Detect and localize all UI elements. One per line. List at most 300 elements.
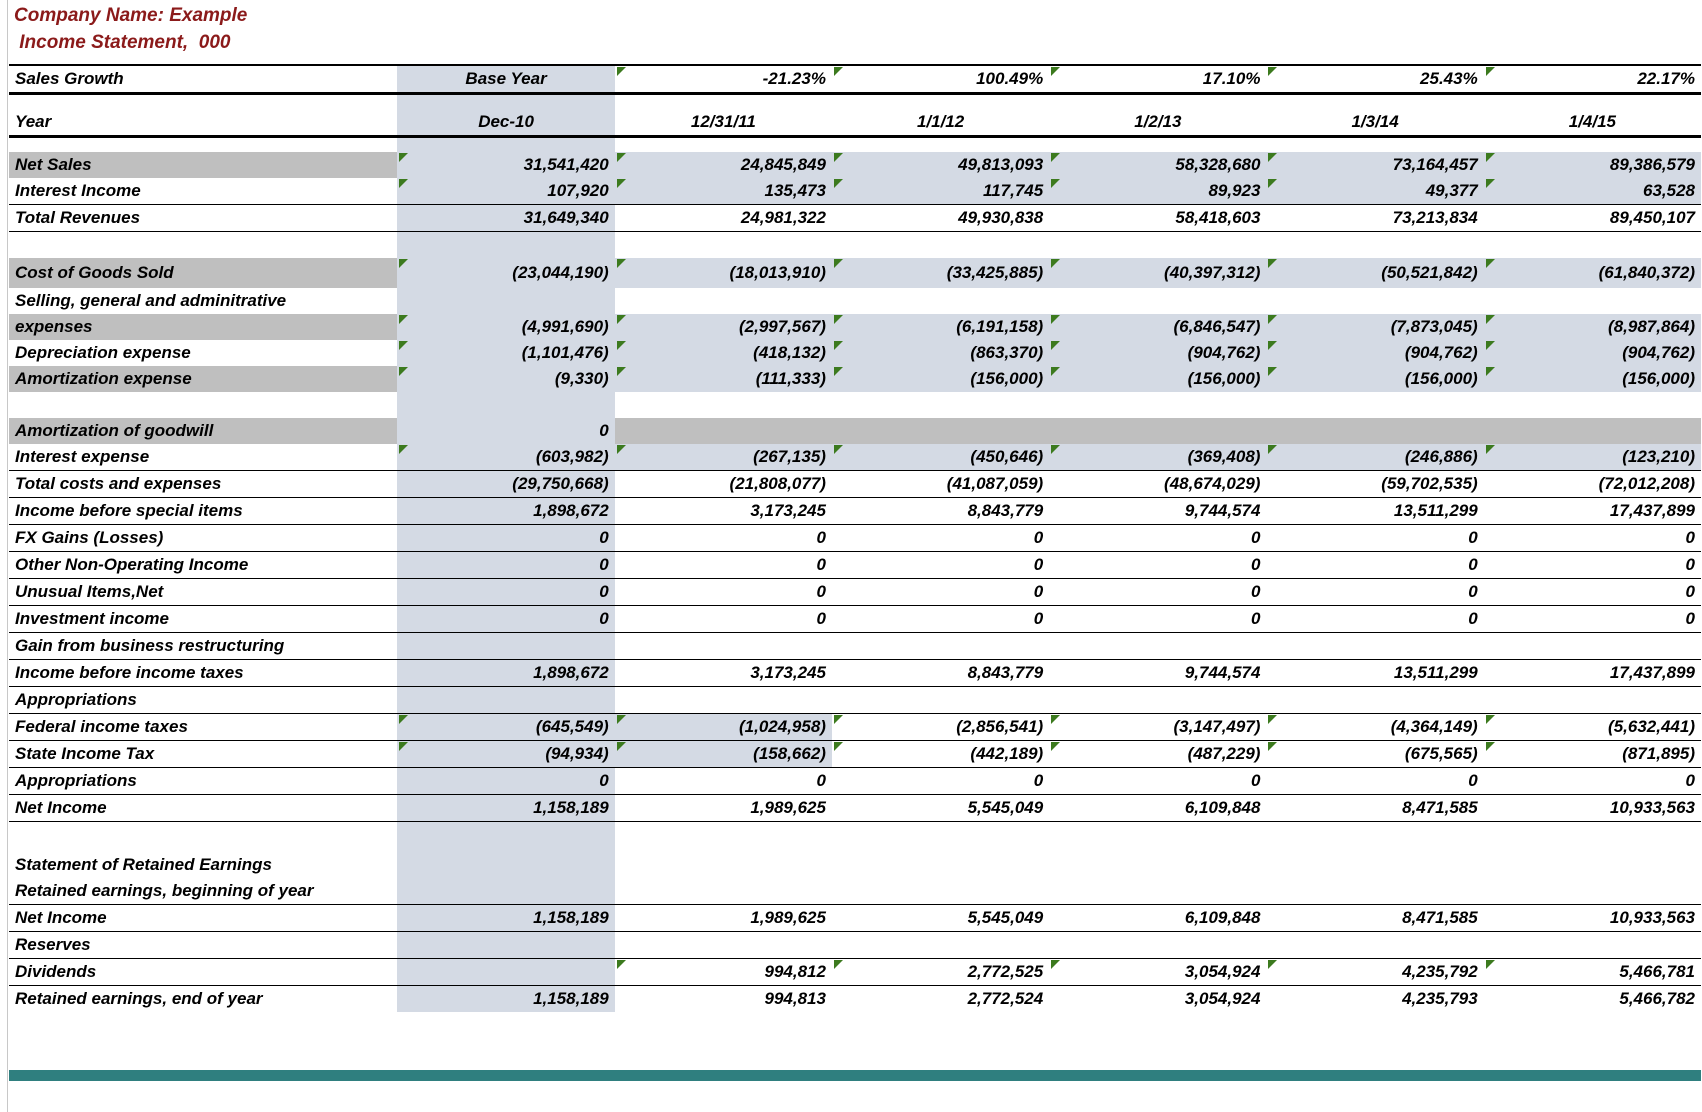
sales-growth-value[interactable]: -21.23% xyxy=(615,65,832,94)
appropriations-row-1[interactable] xyxy=(9,687,1701,714)
spacer-cell xyxy=(832,25,1049,50)
sga-value[interactable]: (6,191,158) xyxy=(832,314,1049,340)
year-label: Year xyxy=(9,109,397,137)
gain-restructuring-value[interactable] xyxy=(832,633,1049,660)
cogs-value[interactable]: (18,013,910) xyxy=(615,258,832,288)
dividends-value[interactable]: 994,812 xyxy=(615,959,832,986)
dividends-row[interactable] xyxy=(9,959,1701,986)
spacer-cell xyxy=(1484,25,1701,50)
other-nonoperating-value[interactable]: 0 xyxy=(1049,552,1266,579)
net-sales-value[interactable]: 73,164,457 xyxy=(1266,152,1483,178)
appropriations-value[interactable] xyxy=(397,687,614,714)
cogs-row[interactable] xyxy=(9,258,1701,288)
sga-label-row[interactable] xyxy=(9,288,1701,314)
net-income-value[interactable]: 8,471,585 xyxy=(1266,795,1483,822)
other-nonoperating-row[interactable] xyxy=(9,552,1701,579)
retained-earnings-header-row[interactable] xyxy=(9,852,1701,878)
income-before-special-row[interactable] xyxy=(9,498,1701,525)
interest-expense-value[interactable]: (603,982) xyxy=(397,444,614,471)
sga-empty-cell[interactable] xyxy=(832,288,1049,314)
retained-earnings-beginning-value[interactable] xyxy=(1484,878,1701,905)
depreciation-value[interactable]: (1,101,476) xyxy=(397,340,614,366)
amortization-row[interactable] xyxy=(9,366,1701,392)
pre-sre-gap-row xyxy=(9,822,1701,853)
depreciation-value[interactable]: (904,762) xyxy=(1484,340,1701,366)
spacer-cell xyxy=(397,392,614,418)
net-sales-value[interactable]: 58,328,680 xyxy=(1049,152,1266,178)
total-revenues-label: Total Revenues xyxy=(9,205,397,232)
total-costs-value[interactable]: (59,702,535) xyxy=(1266,471,1483,498)
fx-gains-value[interactable]: 0 xyxy=(832,525,1049,552)
interest-income-value[interactable]: 89,923 xyxy=(1049,178,1266,205)
cogs-value[interactable]: (61,840,372) xyxy=(1484,258,1701,288)
sga-empty-cell[interactable] xyxy=(615,288,832,314)
income-statement-table xyxy=(9,0,1701,1012)
gain-restructuring-value[interactable] xyxy=(615,633,832,660)
depreciation-label: Depreciation expense xyxy=(15,343,191,362)
state-taxes-value[interactable]: (94,934) xyxy=(397,741,614,768)
pre-revenue-gap-row xyxy=(9,137,1701,153)
gain-restructuring-label: Gain from business restructuring xyxy=(9,633,397,660)
interest-expense-value[interactable]: (267,135) xyxy=(615,444,832,471)
sga-expenses-row[interactable] xyxy=(9,314,1701,340)
footer-accent-bar xyxy=(9,1070,1701,1081)
income-before-taxes-row[interactable] xyxy=(9,660,1701,687)
reserves-value[interactable] xyxy=(615,932,832,959)
sga-empty-cell[interactable] xyxy=(1484,288,1701,314)
appropriations-value[interactable] xyxy=(832,687,1049,714)
net-sales-value[interactable]: 89,386,579 xyxy=(1484,152,1701,178)
unusual-items-label: Unusual Items,Net xyxy=(9,579,397,606)
income-before-special-value[interactable]: 17,437,899 xyxy=(1484,498,1701,525)
fx-gains-value[interactable]: 0 xyxy=(1049,525,1266,552)
spacer-cell xyxy=(615,137,832,153)
amortization-value[interactable]: (156,000) xyxy=(1484,366,1701,392)
spacer-cell xyxy=(1484,392,1701,418)
retained-earnings-beginning-value[interactable] xyxy=(832,878,1049,905)
interest-expense-value[interactable]: (450,646) xyxy=(832,444,1049,471)
retained-earnings-section-title: Statement of Retained Earnings xyxy=(15,855,272,874)
net-income-value[interactable]: 5,545,049 xyxy=(832,795,1049,822)
depreciation-value[interactable]: (418,132) xyxy=(615,340,832,366)
spacer-cell xyxy=(832,232,1049,259)
income-before-special-value[interactable]: 1,898,672 xyxy=(397,498,614,525)
sre-header-cell[interactable] xyxy=(1484,852,1701,878)
amortization-value[interactable]: (156,000) xyxy=(832,366,1049,392)
cogs-value[interactable]: (40,397,312) xyxy=(1049,258,1266,288)
other-nonoperating-value[interactable]: 0 xyxy=(615,552,832,579)
investment-income-label: Investment income xyxy=(9,606,397,633)
spacer-cell xyxy=(615,822,832,853)
federal-taxes-row[interactable] xyxy=(9,714,1701,741)
dividends-value[interactable]: 3,054,924 xyxy=(1049,959,1266,986)
sales-growth-value[interactable]: 17.10% xyxy=(1049,65,1266,94)
net-sales-row[interactable] xyxy=(9,152,1701,178)
interest-expense-value[interactable]: (123,210) xyxy=(1484,444,1701,471)
sga-value[interactable]: (6,846,547) xyxy=(1049,314,1266,340)
fx-gains-row[interactable] xyxy=(9,525,1701,552)
spacer-cell xyxy=(1266,392,1483,418)
sales-growth-label: Sales Growth xyxy=(9,65,397,94)
spacer-cell xyxy=(9,232,397,259)
amortization-value[interactable]: (156,000) xyxy=(1049,366,1266,392)
retained-earnings-beginning-label: Retained earnings, beginning of year xyxy=(9,878,397,905)
reserves-value[interactable] xyxy=(832,932,1049,959)
amortization-value[interactable]: (111,333) xyxy=(615,366,832,392)
reserves-value[interactable] xyxy=(1049,932,1266,959)
spacer-cell xyxy=(1484,137,1701,153)
investment-income-row[interactable] xyxy=(9,606,1701,633)
sga-label-line2: expenses xyxy=(9,314,397,340)
fx-gains-value[interactable]: 0 xyxy=(1484,525,1701,552)
federal-taxes-value[interactable]: (2,856,541) xyxy=(832,714,1049,741)
spacer-cell xyxy=(615,25,832,50)
other-nonoperating-value[interactable]: 0 xyxy=(1266,552,1483,579)
income-before-taxes-value[interactable]: 9,744,574 xyxy=(1049,660,1266,687)
spacer-cell xyxy=(1266,137,1483,153)
total-costs-value[interactable]: (21,808,077) xyxy=(615,471,832,498)
spacer-cell xyxy=(615,94,832,110)
amortization-goodwill-value[interactable] xyxy=(1484,418,1701,444)
amortization-goodwill-value[interactable] xyxy=(615,418,832,444)
spacer-cell xyxy=(397,50,614,65)
total-costs-value[interactable]: (48,674,029) xyxy=(1049,471,1266,498)
amortization-goodwill-value[interactable] xyxy=(1266,418,1483,444)
appropriations-label: Appropriations xyxy=(9,768,397,795)
spacer-cell xyxy=(1484,50,1701,65)
spacer-cell xyxy=(832,0,1049,25)
interest-income-value[interactable]: 49,377 xyxy=(1266,178,1483,205)
income-before-special-value[interactable]: 13,511,299 xyxy=(1266,498,1483,525)
amortization-goodwill-value[interactable]: 0 xyxy=(397,418,614,444)
post-growth-gap-row xyxy=(9,94,1701,110)
sales-growth-value[interactable]: 22.17% xyxy=(1484,65,1701,94)
total-costs-value[interactable]: (72,012,208) xyxy=(1484,471,1701,498)
state-taxes-row[interactable] xyxy=(9,741,1701,768)
year-value[interactable]: 12/31/11 xyxy=(615,109,832,137)
other-nonoperating-value[interactable]: 0 xyxy=(832,552,1049,579)
fx-gains-value[interactable]: 0 xyxy=(397,525,614,552)
net-income-value[interactable]: 10,933,563 xyxy=(1484,905,1701,932)
net-income-row[interactable] xyxy=(9,795,1701,822)
interest-income-value[interactable]: 135,473 xyxy=(615,178,832,205)
sre-header-cell[interactable] xyxy=(397,852,614,878)
total-revenues-row[interactable] xyxy=(9,205,1701,232)
net-income-value[interactable]: 1,989,625 xyxy=(615,795,832,822)
income-before-special-value[interactable]: 3,173,245 xyxy=(615,498,832,525)
title-spacer-row-2 xyxy=(9,25,1701,50)
interest-income-value[interactable]: 63,528 xyxy=(1484,178,1701,205)
spacer-cell xyxy=(1049,137,1266,153)
title-line-1: Company Name: Example xyxy=(14,5,248,26)
sales-growth-value[interactable]: 100.49% xyxy=(832,65,1049,94)
year-value[interactable]: 1/1/12 xyxy=(832,109,1049,137)
sales-growth-row[interactable] xyxy=(9,65,1701,94)
fx-gains-value[interactable]: 0 xyxy=(615,525,832,552)
spacer-cell xyxy=(397,137,614,153)
income-before-special-label: Income before special items xyxy=(9,498,397,525)
spacer-cell xyxy=(1049,822,1266,853)
net-income-value[interactable]: 1,158,189 xyxy=(397,905,614,932)
spacer-cell xyxy=(615,232,832,259)
investment-income-value[interactable]: 0 xyxy=(397,606,614,633)
appropriations-value[interactable] xyxy=(1266,687,1483,714)
amortization-goodwill-row[interactable] xyxy=(9,418,1701,444)
sga-label-line1: Selling, general and adminitrative xyxy=(15,291,287,310)
income-before-special-value[interactable]: 9,744,574 xyxy=(1049,498,1266,525)
appropriations-value[interactable] xyxy=(1484,687,1701,714)
appropriations-value[interactable]: 0 xyxy=(1484,768,1701,795)
spacer-cell xyxy=(9,50,397,65)
unusual-items-value[interactable]: 0 xyxy=(832,579,1049,606)
net-income-row-2[interactable] xyxy=(9,905,1701,932)
retained-earnings-end-value[interactable]: 4,235,793 xyxy=(1402,989,1478,1008)
amortization-value[interactable]: (156,000) xyxy=(1266,366,1483,392)
interest-income-row[interactable] xyxy=(9,178,1701,205)
reserves-value[interactable] xyxy=(397,932,614,959)
net-sales-label: Net Sales xyxy=(9,152,397,178)
appropriations-value[interactable]: 0 xyxy=(832,768,1049,795)
spacer-cell xyxy=(1266,0,1483,25)
net-income-label: Net Income xyxy=(9,795,397,822)
net-sales-value[interactable]: 49,813,093 xyxy=(832,152,1049,178)
year-value[interactable]: 1/4/15 xyxy=(1484,109,1701,137)
amortization-goodwill-value[interactable] xyxy=(832,418,1049,444)
state-taxes-value[interactable]: (158,662) xyxy=(615,741,832,768)
spacer-cell xyxy=(1484,822,1701,853)
fx-gains-value[interactable]: 0 xyxy=(1266,525,1483,552)
sga-value[interactable]: (4,991,690) xyxy=(397,314,614,340)
interest-expense-row[interactable] xyxy=(9,444,1701,471)
federal-taxes-value[interactable]: (4,364,149) xyxy=(1266,714,1483,741)
net-income-value[interactable]: 8,471,585 xyxy=(1266,905,1483,932)
unusual-items-value[interactable]: 0 xyxy=(615,579,832,606)
income-before-special-value[interactable]: 8,843,779 xyxy=(832,498,1049,525)
spacer-cell xyxy=(397,25,614,50)
dividends-value[interactable]: 2,772,525 xyxy=(832,959,1049,986)
net-income-value[interactable]: 5,545,049 xyxy=(832,905,1049,932)
retained-earnings-beginning-value[interactable] xyxy=(397,878,614,905)
net-income-value[interactable]: 1,158,189 xyxy=(397,795,614,822)
reserves-value[interactable] xyxy=(1266,932,1483,959)
spacer-cell xyxy=(1049,232,1266,259)
spacer-cell xyxy=(832,94,1049,110)
spacer-cell xyxy=(1049,94,1266,110)
spacer-cell xyxy=(9,822,397,853)
state-taxes-value[interactable]: (487,229) xyxy=(1049,741,1266,768)
cogs-value[interactable]: (50,521,842) xyxy=(1266,258,1483,288)
income-before-taxes-value[interactable]: 13,511,299 xyxy=(1266,660,1483,687)
appropriations-value[interactable]: 0 xyxy=(1266,768,1483,795)
spacer-cell xyxy=(615,50,832,65)
investment-income-value[interactable]: 0 xyxy=(615,606,832,633)
net-sales-value[interactable]: 24,845,849 xyxy=(615,152,832,178)
retained-earnings-beginning-value[interactable] xyxy=(1049,878,1266,905)
sre-header-cell[interactable] xyxy=(1266,852,1483,878)
dividends-value[interactable] xyxy=(397,959,614,986)
spacer-cell xyxy=(1049,25,1266,50)
net-income-value[interactable]: 6,109,848 xyxy=(1049,795,1266,822)
state-taxes-label: State Income Tax xyxy=(9,741,397,768)
net-sales-value[interactable]: 31,541,420 xyxy=(397,152,614,178)
appropriations-value[interactable]: 0 xyxy=(1049,768,1266,795)
sre-header-cell[interactable] xyxy=(1049,852,1266,878)
spacer-cell xyxy=(832,137,1049,153)
investment-income-value[interactable]: 0 xyxy=(1049,606,1266,633)
reserves-value[interactable] xyxy=(1484,932,1701,959)
dividends-value[interactable]: 5,466,781 xyxy=(1484,959,1701,986)
spacer-cell xyxy=(397,232,614,259)
income-before-taxes-value[interactable]: 3,173,245 xyxy=(615,660,832,687)
retained-earnings-end-value[interactable]: 5,466,782 xyxy=(1619,989,1695,1008)
retained-earnings-beginning-row[interactable] xyxy=(9,878,1701,905)
year-value[interactable]: 1/3/14 xyxy=(1266,109,1483,137)
title-spacer-cell xyxy=(9,0,397,25)
sales-growth-value[interactable]: 25.43% xyxy=(1266,65,1483,94)
unusual-items-value[interactable]: 0 xyxy=(1049,579,1266,606)
gain-restructuring-value[interactable] xyxy=(397,633,614,660)
dividends-value[interactable]: 4,235,792 xyxy=(1266,959,1483,986)
federal-taxes-value[interactable]: (5,632,441) xyxy=(1484,714,1701,741)
interest-income-value[interactable]: 107,920 xyxy=(397,178,614,205)
unusual-items-value[interactable]: 0 xyxy=(397,579,614,606)
spacer-cell xyxy=(397,0,614,25)
sga-value[interactable]: (2,997,567) xyxy=(615,314,832,340)
income-before-taxes-value[interactable]: 17,437,899 xyxy=(1484,660,1701,687)
unusual-items-value[interactable]: 0 xyxy=(1266,579,1483,606)
sga-empty-cell[interactable] xyxy=(1049,288,1266,314)
spacer-cell xyxy=(1266,822,1483,853)
spacer-cell xyxy=(1266,232,1483,259)
interest-income-label: Interest Income xyxy=(9,178,397,205)
retained-earnings-beginning-value[interactable] xyxy=(1266,878,1483,905)
other-nonoperating-value[interactable]: 0 xyxy=(397,552,614,579)
spacer-cell xyxy=(9,392,397,418)
title-spacer-cell xyxy=(9,25,397,50)
appropriations-value[interactable] xyxy=(1049,687,1266,714)
investment-income-value[interactable]: 0 xyxy=(1266,606,1483,633)
sga-value[interactable]: (7,873,045) xyxy=(1266,314,1483,340)
spacer-cell xyxy=(1266,94,1483,110)
total-revenues-value[interactable]: 49,930,838 xyxy=(832,205,1049,232)
total-costs-value[interactable]: (41,087,059) xyxy=(832,471,1049,498)
retained-earnings-end-label: Retained earnings, end of year xyxy=(15,989,263,1008)
year-value[interactable]: Dec-10 xyxy=(397,109,614,137)
interest-expense-label: Interest expense xyxy=(9,444,397,471)
amortization-goodwill-value[interactable] xyxy=(1049,418,1266,444)
total-revenues-value[interactable]: 24,981,322 xyxy=(615,205,832,232)
investment-income-value[interactable]: 0 xyxy=(1484,606,1701,633)
spacer-cell xyxy=(1266,25,1483,50)
year-value[interactable]: 1/2/13 xyxy=(1049,109,1266,137)
spacer-cell xyxy=(615,0,832,25)
sre-header-cell[interactable] xyxy=(832,852,1049,878)
federal-taxes-value[interactable]: (1,024,958) xyxy=(615,714,832,741)
spacer-cell xyxy=(1049,50,1266,65)
total-revenues-value[interactable]: 89,450,107 xyxy=(1484,205,1701,232)
net-income-value[interactable]: 10,933,563 xyxy=(1484,795,1701,822)
state-taxes-value[interactable]: (442,189) xyxy=(832,741,1049,768)
total-revenues-value[interactable]: 58,418,603 xyxy=(1049,205,1266,232)
appropriations-value[interactable] xyxy=(615,687,832,714)
appropriations-value[interactable]: 0 xyxy=(397,768,614,795)
sga-empty-cell[interactable] xyxy=(397,288,614,314)
sre-header-cell[interactable] xyxy=(615,852,832,878)
amortization-value[interactable]: (9,330) xyxy=(397,366,614,392)
base-year-header[interactable]: Base Year xyxy=(397,65,614,94)
gain-restructuring-row[interactable] xyxy=(9,633,1701,660)
spacer-cell xyxy=(397,822,614,853)
interest-expense-value[interactable]: (246,886) xyxy=(1266,444,1483,471)
gain-restructuring-value[interactable] xyxy=(1266,633,1483,660)
unusual-items-row[interactable] xyxy=(9,579,1701,606)
net-income-label: Net Income xyxy=(9,905,397,932)
retained-earnings-end-value[interactable]: 994,813 xyxy=(764,989,826,1008)
appropriations-row-2[interactable] xyxy=(9,768,1701,795)
fx-gains-label: FX Gains (Losses) xyxy=(9,525,397,552)
depreciation-value[interactable]: (904,762) xyxy=(1266,340,1483,366)
retained-earnings-end-value[interactable]: 3,054,924 xyxy=(1184,989,1261,1008)
total-costs-row[interactable] xyxy=(9,471,1701,498)
unusual-items-value[interactable]: 0 xyxy=(1484,579,1701,606)
depreciation-value[interactable]: (904,762) xyxy=(1049,340,1266,366)
reserves-label: Reserves xyxy=(9,932,397,959)
federal-taxes-value[interactable]: (645,549) xyxy=(397,714,614,741)
interest-expense-value[interactable]: (369,408) xyxy=(1049,444,1266,471)
amortization-label: Amortization expense xyxy=(9,366,397,392)
spacer-cell xyxy=(1266,50,1483,65)
depreciation-value[interactable]: (863,370) xyxy=(832,340,1049,366)
appropriations-value[interactable]: 0 xyxy=(615,768,832,795)
sga-value[interactable]: (8,987,864) xyxy=(1484,314,1701,340)
income-before-taxes-value[interactable]: 8,843,779 xyxy=(832,660,1049,687)
total-revenues-value[interactable]: 31,649,340 xyxy=(397,205,614,232)
gain-restructuring-value[interactable] xyxy=(1484,633,1701,660)
spacer-cell xyxy=(1484,0,1701,25)
total-revenues-value[interactable]: 73,213,834 xyxy=(1266,205,1483,232)
other-nonoperating-value[interactable]: 0 xyxy=(1484,552,1701,579)
gain-restructuring-value[interactable] xyxy=(1049,633,1266,660)
retained-earnings-end-row[interactable] xyxy=(9,986,1701,1013)
spacer-cell xyxy=(832,50,1049,65)
income-before-taxes-label: Income before income taxes xyxy=(9,660,397,687)
retained-earnings-beginning-value[interactable] xyxy=(615,878,832,905)
year-row[interactable] xyxy=(9,109,1701,137)
total-costs-value[interactable]: (29,750,668) xyxy=(397,471,614,498)
interest-income-value[interactable]: 117,745 xyxy=(832,178,1049,205)
spacer-cell xyxy=(1049,0,1266,25)
reserves-row[interactable] xyxy=(9,932,1701,959)
cogs-value[interactable]: (23,044,190) xyxy=(397,258,614,288)
investment-income-value[interactable]: 0 xyxy=(832,606,1049,633)
state-taxes-value[interactable]: (675,565) xyxy=(1266,741,1483,768)
spacer-cell xyxy=(397,94,614,110)
spacer-cell xyxy=(1484,94,1701,110)
retained-earnings-end-value[interactable]: 1,158,189 xyxy=(397,986,614,1013)
net-income-value[interactable]: 1,989,625 xyxy=(615,905,832,932)
cogs-value[interactable]: (33,425,885) xyxy=(832,258,1049,288)
state-taxes-value[interactable]: (871,895) xyxy=(1484,741,1701,768)
spacer-cell xyxy=(832,822,1049,853)
federal-taxes-value[interactable]: (3,147,497) xyxy=(1049,714,1266,741)
sga-empty-cell[interactable] xyxy=(1266,288,1483,314)
spacer-cell xyxy=(832,392,1049,418)
income-before-taxes-value[interactable]: 1,898,672 xyxy=(397,660,614,687)
other-nonoperating-label: Other Non-Operating Income xyxy=(9,552,397,579)
net-income-value[interactable]: 6,109,848 xyxy=(1049,905,1266,932)
depreciation-row[interactable] xyxy=(9,340,1701,366)
retained-earnings-end-value[interactable]: 2,772,524 xyxy=(967,989,1044,1008)
